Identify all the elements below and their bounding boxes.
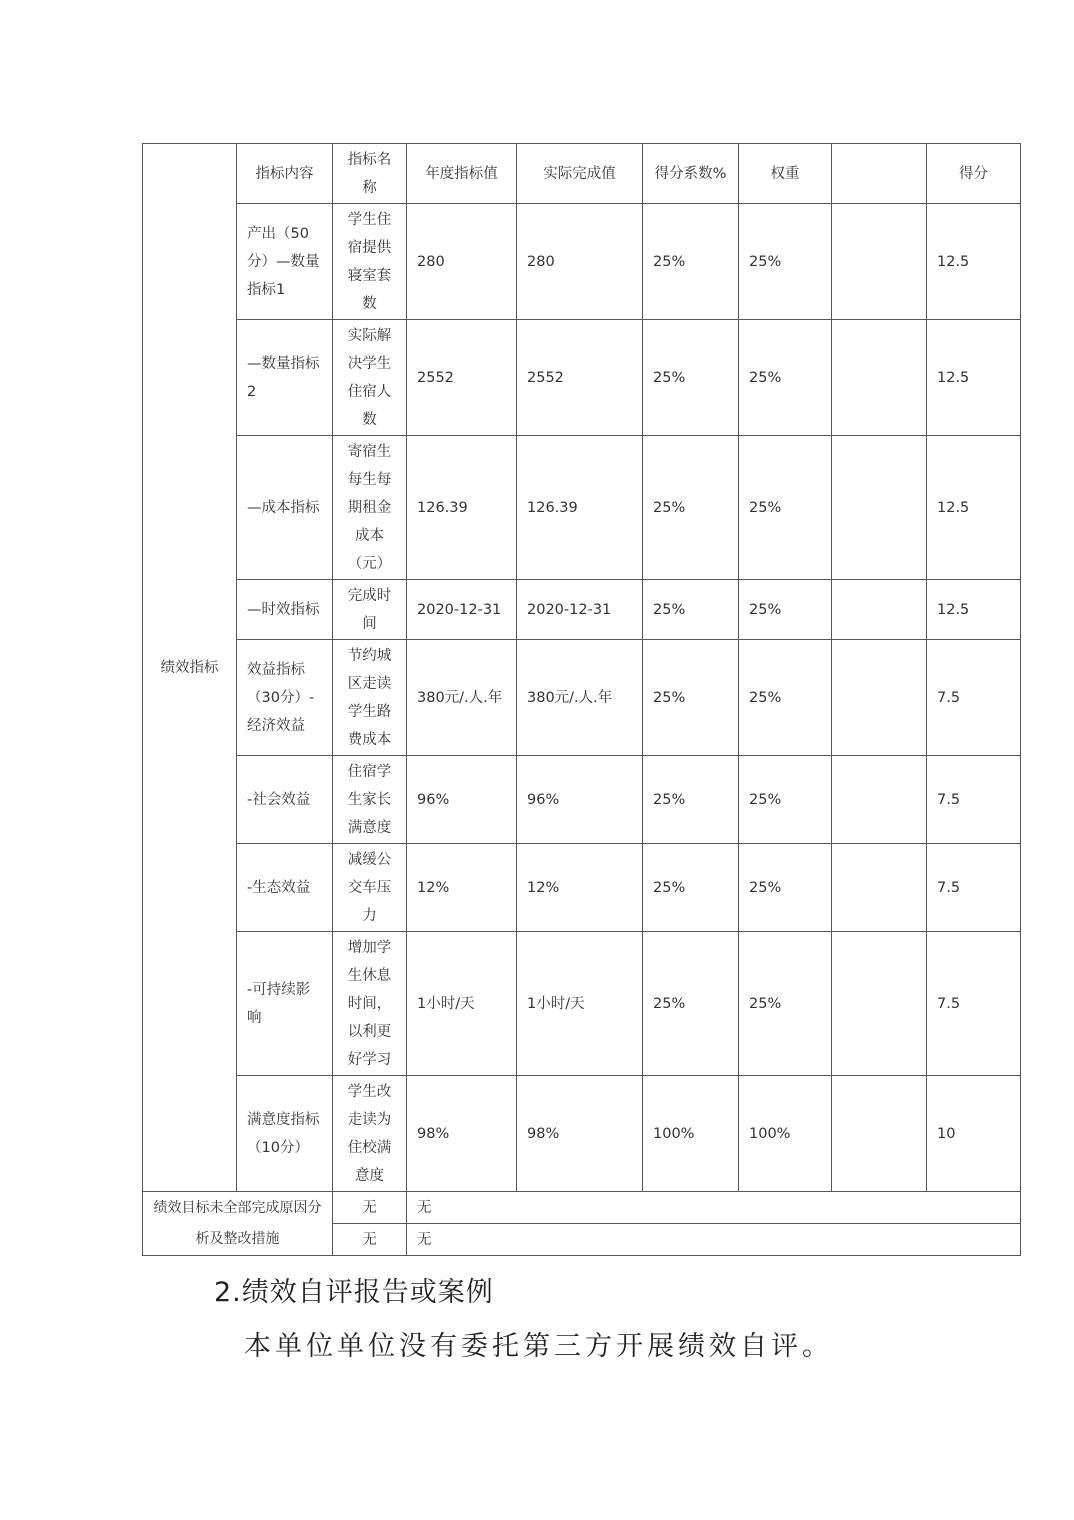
indicator-name: 增加学生休息时间，以利更好学习 bbox=[333, 932, 407, 1076]
indicator-name: 实际解决学生住宿人数 bbox=[333, 320, 407, 436]
indicator-content: -社会效益 bbox=[237, 756, 333, 844]
annual-target: 1小时/天 bbox=[407, 932, 517, 1076]
header-cell: 年度指标值 bbox=[407, 144, 517, 204]
annual-target: 98% bbox=[407, 1076, 517, 1192]
score-coefficient: 25% bbox=[643, 932, 739, 1076]
score: 7.5 bbox=[927, 756, 1021, 844]
score-coefficient: 25% bbox=[643, 436, 739, 580]
header-cell: 指标内容 bbox=[237, 144, 333, 204]
weight: 25% bbox=[739, 436, 832, 580]
weight: 25% bbox=[739, 204, 832, 320]
score-coefficient: 25% bbox=[643, 844, 739, 932]
score-coefficient: 25% bbox=[643, 640, 739, 756]
header-cell: 权重 bbox=[739, 144, 832, 204]
empty-cell bbox=[832, 436, 927, 580]
annual-target: 280 bbox=[407, 204, 517, 320]
header-cell: 指标名称 bbox=[333, 144, 407, 204]
empty-cell bbox=[832, 640, 927, 756]
indicator-content: 效益指标（30分）-经济效益 bbox=[237, 640, 333, 756]
actual-value: 96% bbox=[517, 756, 643, 844]
table-row bbox=[143, 580, 1021, 640]
empty-cell bbox=[832, 320, 927, 436]
actual-value: 126.39 bbox=[517, 436, 643, 580]
table-row bbox=[143, 436, 1021, 580]
header-cell: 实际完成值 bbox=[517, 144, 643, 204]
score: 7.5 bbox=[927, 932, 1021, 1076]
empty-cell bbox=[832, 932, 927, 1076]
empty-cell bbox=[832, 204, 927, 320]
reason-cell: 无 bbox=[333, 1224, 407, 1256]
annual-target: 126.39 bbox=[407, 436, 517, 580]
section-heading: 2.绩效自评报告或案例 bbox=[214, 1277, 494, 1308]
indicator-name: 完成时间 bbox=[333, 580, 407, 640]
reason-cell: 无 bbox=[333, 1192, 407, 1224]
section-paragraph: 本单位单位没有委托第三方开展绩效自评。 bbox=[244, 1331, 833, 1362]
indicator-content: 满意度指标（10分） bbox=[237, 1076, 333, 1192]
empty-cell bbox=[832, 580, 927, 640]
weight: 25% bbox=[739, 844, 832, 932]
indicator-content: —数量指标2 bbox=[237, 320, 333, 436]
annual-target: 380元/.人.年 bbox=[407, 640, 517, 756]
weight: 25% bbox=[739, 320, 832, 436]
reason-detail: 无 bbox=[407, 1224, 1021, 1256]
actual-value: 2020-12-31 bbox=[517, 580, 643, 640]
indicator-content: -生态效益 bbox=[237, 844, 333, 932]
header-cell bbox=[832, 144, 927, 204]
table-row bbox=[143, 932, 1021, 1076]
weight: 25% bbox=[739, 932, 832, 1076]
indicator-content: —时效指标 bbox=[237, 580, 333, 640]
annual-target: 12% bbox=[407, 844, 517, 932]
annual-target: 96% bbox=[407, 756, 517, 844]
group-label: 绩效指标 bbox=[143, 144, 237, 1192]
score: 7.5 bbox=[927, 844, 1021, 932]
score: 12.5 bbox=[927, 320, 1021, 436]
table-row bbox=[143, 1076, 1021, 1192]
empty-cell bbox=[832, 844, 927, 932]
indicator-name: 节约城区走读学生路费成本 bbox=[333, 640, 407, 756]
indicator-content: 产出（50分）—数量指标1 bbox=[237, 204, 333, 320]
table-row bbox=[143, 844, 1021, 932]
score-coefficient: 25% bbox=[643, 756, 739, 844]
table-row bbox=[143, 640, 1021, 756]
reason-row bbox=[143, 1192, 1021, 1224]
score: 12.5 bbox=[927, 436, 1021, 580]
score: 12.5 bbox=[927, 204, 1021, 320]
reason-detail: 无 bbox=[407, 1192, 1021, 1224]
indicator-content: —成本指标 bbox=[237, 436, 333, 580]
indicator-name: 寄宿生每生每期租金成本（元） bbox=[333, 436, 407, 580]
empty-cell bbox=[832, 1076, 927, 1192]
indicator-name: 住宿学生家长满意度 bbox=[333, 756, 407, 844]
actual-value: 2552 bbox=[517, 320, 643, 436]
actual-value: 12% bbox=[517, 844, 643, 932]
score: 10 bbox=[927, 1076, 1021, 1192]
annual-target: 2020-12-31 bbox=[407, 580, 517, 640]
weight: 25% bbox=[739, 640, 832, 756]
actual-value: 1小时/天 bbox=[517, 932, 643, 1076]
actual-value: 98% bbox=[517, 1076, 643, 1192]
score-coefficient: 25% bbox=[643, 580, 739, 640]
score: 7.5 bbox=[927, 640, 1021, 756]
indicator-name: 学生改走读为住校满意度 bbox=[333, 1076, 407, 1192]
table-row bbox=[143, 756, 1021, 844]
indicator-name: 学生住宿提供寝室套数 bbox=[333, 204, 407, 320]
score-coefficient: 25% bbox=[643, 320, 739, 436]
weight: 25% bbox=[739, 756, 832, 844]
annual-target: 2552 bbox=[407, 320, 517, 436]
indicator-name: 减缓公交车压力 bbox=[333, 844, 407, 932]
actual-value: 380元/.人.年 bbox=[517, 640, 643, 756]
table-row bbox=[143, 204, 1021, 320]
table-row bbox=[143, 320, 1021, 436]
performance-table bbox=[142, 143, 1021, 1256]
header-cell: 得分 bbox=[927, 144, 1021, 204]
header-row bbox=[143, 144, 1021, 204]
empty-cell bbox=[832, 756, 927, 844]
score-coefficient: 100% bbox=[643, 1076, 739, 1192]
indicator-content: -可持续影响 bbox=[237, 932, 333, 1076]
score: 12.5 bbox=[927, 580, 1021, 640]
reason-label: 绩效目标未全部完成原因分析及整改措施 bbox=[143, 1192, 333, 1256]
score-coefficient: 25% bbox=[643, 204, 739, 320]
actual-value: 280 bbox=[517, 204, 643, 320]
weight: 100% bbox=[739, 1076, 832, 1192]
header-cell: 得分系数% bbox=[643, 144, 739, 204]
weight: 25% bbox=[739, 580, 832, 640]
